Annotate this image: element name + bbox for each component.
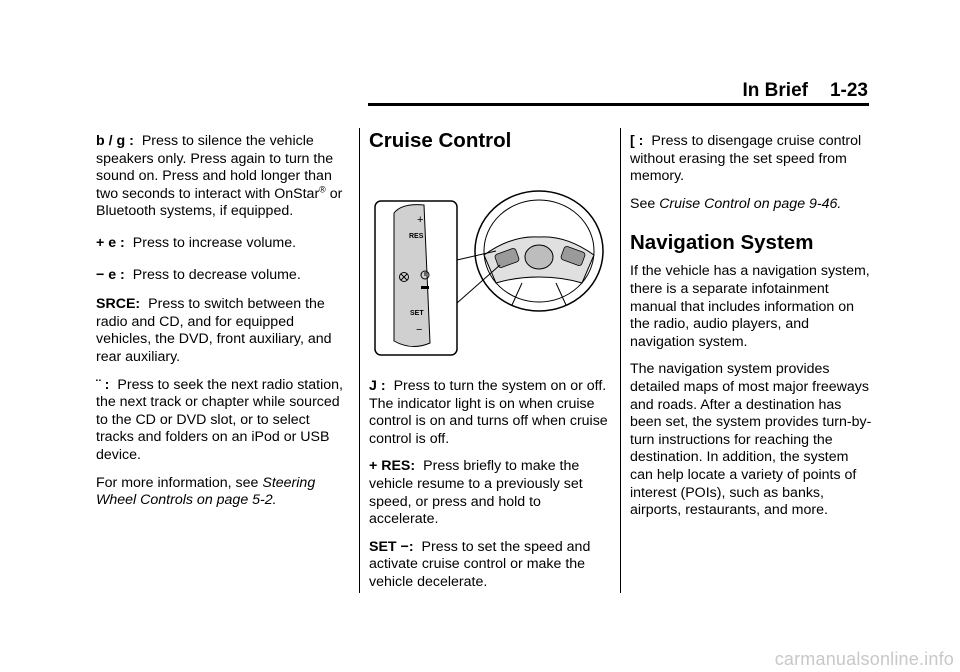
indicator-light bbox=[421, 286, 429, 289]
res-text: Press briefly to make the vehicle resume to a previously set speed, or press and hold to accelerate. bbox=[369, 458, 583, 528]
set-mark: SET bbox=[410, 310, 424, 317]
plus-mark: + bbox=[417, 214, 424, 226]
cruise-onoff-paragraph bbox=[369, 378, 613, 448]
navigation-paragraph-2: The navigation system provides detailed maps of most major freeways and roads. After a destination has been set, the system provides turn-by-turn instructions for reaching the destination. In addition, the system can help locate a variety of points of interest (POIs), such as banks, airports, restaurants, and more. bbox=[630, 361, 872, 519]
middle-column-text bbox=[369, 378, 613, 602]
volume-down-label: − e : bbox=[96, 266, 125, 283]
column-divider-1 bbox=[359, 128, 360, 593]
minus-mark: − bbox=[416, 324, 423, 336]
see-paragraph bbox=[630, 196, 874, 214]
volume-up-paragraph bbox=[96, 235, 350, 253]
mute-paragraph bbox=[96, 133, 350, 221]
srce-paragraph bbox=[96, 296, 350, 366]
cruise-control-illustration bbox=[372, 165, 612, 360]
registered-mark: ® bbox=[319, 184, 326, 195]
seek-label: ¨ : bbox=[96, 376, 110, 393]
cancel-text: Press to disengage cruise control without erasing the set speed from memory. bbox=[630, 133, 862, 185]
cruise-control-title: Cruise Control bbox=[369, 129, 512, 152]
volume-up-label: + e : bbox=[96, 234, 125, 251]
mute-text-1: Press to silence the vehicle speakers only. Press again to turn the sound on. Press and hold longer than two seconds to interact with OnStar bbox=[96, 133, 334, 202]
set-text: Press to set the speed and activate cruise control or make the vehicle decelerate. bbox=[369, 538, 591, 590]
volume-up-text: Press to increase volume. bbox=[132, 234, 297, 251]
srce-text: Press to switch between the radio and CD, and for equipped vehicles, the DVD, front auxiliary, and rear auxiliary. bbox=[96, 296, 332, 365]
middle-column bbox=[369, 129, 613, 153]
watermark: carmanualsonline.info bbox=[774, 649, 954, 669]
page-number: 1-23 bbox=[829, 80, 868, 101]
header-rule bbox=[368, 103, 869, 106]
cancel-label: [ : bbox=[630, 133, 644, 149]
seek-text: Press to seek the next radio station, the next track or chapter while sourced to the CD or DVD slot, or to select tracks and folders on an iPod or USB device. bbox=[96, 376, 343, 463]
more-info-text: For more information, see bbox=[96, 474, 263, 491]
see-text: See bbox=[630, 195, 660, 212]
right-column bbox=[630, 133, 874, 530]
volume-down-paragraph bbox=[96, 267, 350, 285]
navigation-title: Navigation System bbox=[630, 231, 814, 255]
cruise-onoff-text: Press to turn the system on or off. The indicator light is on when cruise control is on and turns off when cruise control is off. bbox=[369, 378, 608, 447]
res-mark: RES bbox=[409, 233, 424, 240]
set-paragraph bbox=[369, 539, 613, 592]
cancel-paragraph bbox=[630, 133, 874, 186]
steering-controls-link[interactable]: Steering Wheel Controls on page 5‑2. bbox=[96, 474, 316, 509]
res-label: + RES: bbox=[369, 458, 416, 475]
mute-text-2: or Bluetooth systems, if equipped. bbox=[96, 185, 343, 220]
mute-label: b / g : bbox=[96, 133, 134, 149]
section-title: In Brief bbox=[742, 80, 808, 101]
left-column bbox=[96, 133, 350, 520]
srce-label: SRCE: bbox=[96, 296, 141, 313]
navigation-paragraph-1: If the vehicle has a navigation system, there is a separate infotainment manual that includes information on the radio, audio players, and navigation system. bbox=[630, 263, 870, 350]
more-info-paragraph bbox=[96, 475, 350, 510]
set-label: SET −: bbox=[369, 538, 414, 555]
cruise-control-link[interactable]: Cruise Control on page 9‑46. bbox=[659, 195, 842, 212]
volume-down-text: Press to decrease volume. bbox=[132, 266, 301, 283]
column-divider-2 bbox=[620, 128, 621, 593]
res-paragraph bbox=[369, 458, 613, 528]
seek-paragraph bbox=[96, 377, 350, 465]
cruise-onoff-label: J : bbox=[369, 378, 386, 394]
